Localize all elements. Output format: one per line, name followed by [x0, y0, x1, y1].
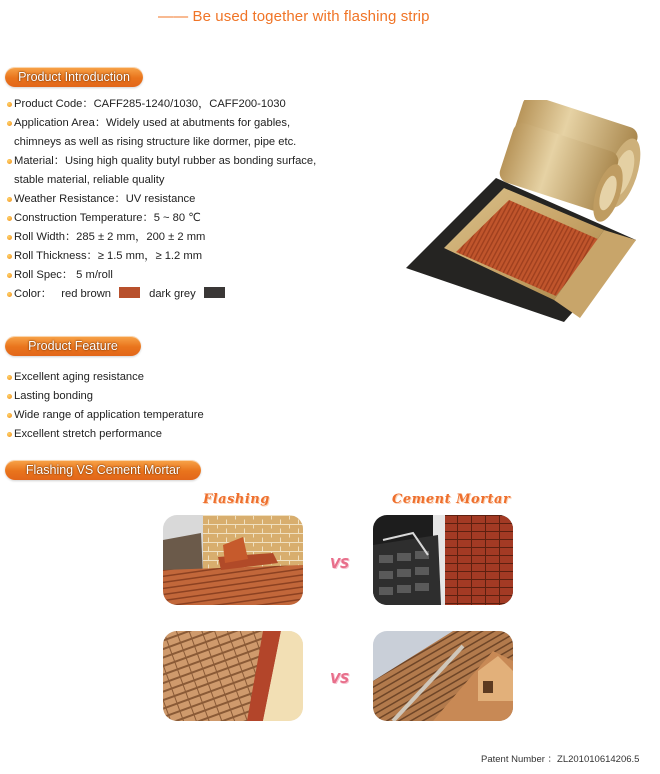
- list-item: Excellent stretch performance: [7, 425, 204, 444]
- bullet-icon: [7, 121, 12, 126]
- bullet-icon: [7, 254, 12, 259]
- bullet-icon: [7, 235, 12, 240]
- vs-label: VS: [330, 672, 350, 687]
- vs-label: VS: [330, 557, 350, 572]
- list-item-continued: stable material, reliable quality: [14, 174, 165, 186]
- bullet-icon: [7, 197, 12, 202]
- product-feature-heading: Product Feature: [5, 336, 141, 356]
- color-item: Color： red brown dark grey: [7, 285, 316, 304]
- red-brown-swatch: [119, 287, 140, 298]
- roof-photo: [163, 631, 303, 721]
- flashing-roll-image: [404, 100, 650, 325]
- bullet-icon: [7, 292, 12, 297]
- patent-number: Patent Number ：ZL201010614206.5: [481, 754, 640, 765]
- roof-photo: [373, 515, 513, 605]
- color-name-red-brown: red brown: [61, 288, 111, 300]
- list-item: Material：Using high quality butyl rubber as bonding surface,: [7, 152, 316, 171]
- bullet-icon: [7, 273, 12, 278]
- list-item: Construction Temperature：5 ~ 80 ℃: [7, 209, 316, 228]
- flashing-label: Flashing: [203, 492, 270, 507]
- list-item: Roll Width：285 ± 2 mm，200 ± 2 mm: [7, 228, 316, 247]
- page-subtitle: —— Be used together with flashing strip: [158, 8, 430, 25]
- list-item: Roll Thickness：≥ 1.5 mm，≥ 1.2 mm: [7, 247, 316, 266]
- product-introduction-heading: Product Introduction: [5, 67, 143, 87]
- bullet-icon: [7, 159, 12, 164]
- roof-photo: [373, 631, 513, 721]
- list-item: Lasting bonding: [7, 387, 204, 406]
- dark-grey-swatch: [204, 287, 225, 298]
- introduction-list: [7, 95, 316, 304]
- bullet-icon: [7, 432, 12, 437]
- list-item: Weather Resistance：UV resistance: [7, 190, 316, 209]
- bullet-icon: [7, 413, 12, 418]
- list-item: Product Code：CAFF285-1240/1030，CAFF200-1030: [7, 95, 316, 114]
- bullet-icon: [7, 102, 12, 107]
- cement-mortar-label: Cement Mortar: [392, 492, 511, 507]
- list-item: Application Area：Widely used at abutments for gables,: [7, 114, 316, 133]
- list-item: Wide range of application temperature: [7, 406, 204, 425]
- comparison-heading: Flashing VS Cement Mortar: [5, 460, 201, 480]
- bullet-icon: [7, 216, 12, 221]
- feature-list: [7, 368, 204, 444]
- list-item: Roll Spec： 5 m/roll: [7, 266, 316, 285]
- color-name-dark-grey: dark grey: [149, 288, 196, 300]
- bullet-icon: [7, 375, 12, 380]
- bullet-icon: [7, 394, 12, 399]
- list-item-continued: chimneys as well as rising structure like dormer, pipe etc.: [14, 136, 297, 148]
- list-item: Excellent aging resistance: [7, 368, 204, 387]
- roof-photo: [163, 515, 303, 605]
